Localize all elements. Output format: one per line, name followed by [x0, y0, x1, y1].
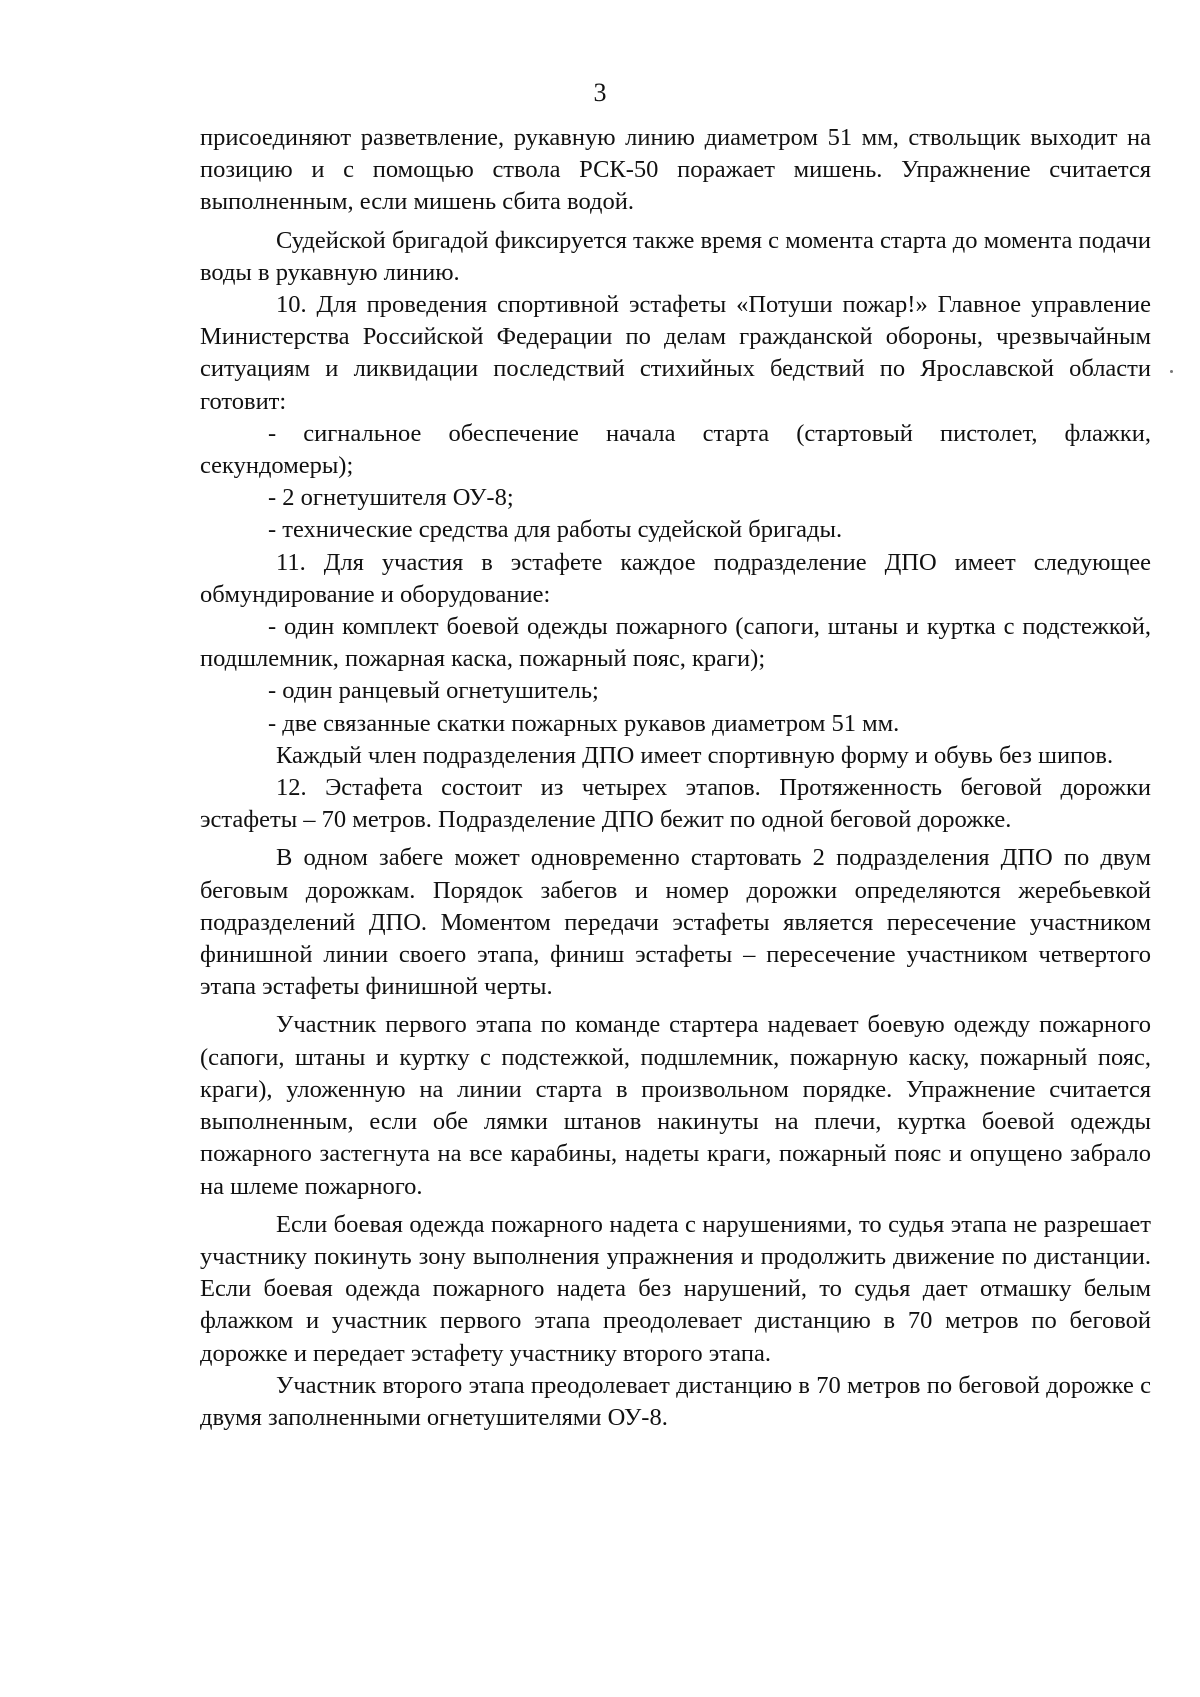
- paragraph-item-10: 10. Для проведения спортивной эстафеты «Потуши пожар!» Главное управление Министерства Российской Федерации по делам гражданской обороны, чрезвычайным ситуациям и ликвидации последствий стихийных бедствий по Ярославской области готовит:: [200, 291, 1151, 415]
- list-item-signal-equipment: - сигнальное обеспечение начала старта (стартовый пистолет, флажки, секундомеры);: [200, 419, 1151, 480]
- paragraph-sport-uniform: Каждый член подразделения ДПО имеет спортивную форму и обувь без шипов.: [276, 741, 1114, 769]
- document-body: [200, 122, 1151, 1434]
- paragraph-second-stage: Участник второго этапа преодолевает дистанцию в 70 метров по беговой дорожке с двумя заполненными огнетушителями ОУ-8.: [200, 1371, 1151, 1431]
- paragraph-item-12: 12. Эстафета состоит из четырех этапов. Протяженность беговой дорожки эстафеты – 70 метров. Подразделение ДПО бежит по одной беговой дорожке.: [200, 774, 1151, 834]
- paragraph-first-stage: Участник первого этапа по команде стартера надевает боевую одежду пожарного (сапоги, штаны и куртку с подстежкой, подшлемник, пожарную каску, пожарный пояс, краги), уложенную на линии старта в произвольном порядке. Упражнение считается выполненным, если обе лямки штанов накинуты на плечи, куртка боевой одежды пожарного застегнута на все карабины, надеты краги, пожарный пояс и опущено забрало на шлеме пожарного.: [200, 1011, 1151, 1200]
- paragraph-target-exercise: присоединяют разветвление, рукавную линию диаметром 51 мм, ствольщик выходит на позицию и с помощью ствола РСК-50 поражает мишень. Упражнение считается выполненным, если мишень сбита водой.: [200, 124, 1151, 216]
- paragraph-heats: В одном забеге может одновременно стартовать 2 подразделения ДПО по двум беговым дорожкам. Порядок забегов и номер дорожки определяются жеребьевкой подразделений ДПО. Моментом передачи эстафеты является пересечение участником финишной линии своего этапа, финиш эстафеты – пересечение участником четвертого этапа эстафеты финишной черты.: [200, 844, 1151, 1001]
- paragraph-item-11: 11. Для участия в эстафете каждое подразделение ДПО имеет следующее обмундирование и оборудование:: [200, 548, 1151, 608]
- list-item-combat-clothing: - один комплект боевой одежды пожарного (сапоги, штаны и куртка с подстежкой, подшлемник, пожарная каска, пожарный пояс, краги);: [200, 613, 1151, 673]
- scan-speck: [1170, 370, 1173, 373]
- list-item-backpack-extinguisher: - один ранцевый огнетушитель;: [268, 677, 599, 705]
- page-number: 3: [593, 78, 607, 107]
- list-item-extinguishers: - 2 огнетушителя ОУ-8;: [268, 484, 514, 512]
- paragraph-judging-time: Судейской бригадой фиксируется также время с момента старта до момента подачи воды в рукавную линию.: [200, 226, 1151, 286]
- list-item-technical-means: - технические средства для работы судейской бригады.: [268, 516, 843, 544]
- list-item-hose-rolls: - две связанные скатки пожарных рукавов диаметром 51 мм.: [268, 709, 900, 737]
- paragraph-violations: Если боевая одежда пожарного надета с нарушениями, то судья этапа не разрешает участнику покинуть зону выполнения упражнения и продолжить движение по дистанции. Если боевая одежда пожарного надета без нарушений, то судья дает отмашку белым флажком и участник первого этапа преодолевает дистанцию в 70 метров по беговой дорожке и передает эстафету участнику второго этапа.: [200, 1210, 1151, 1367]
